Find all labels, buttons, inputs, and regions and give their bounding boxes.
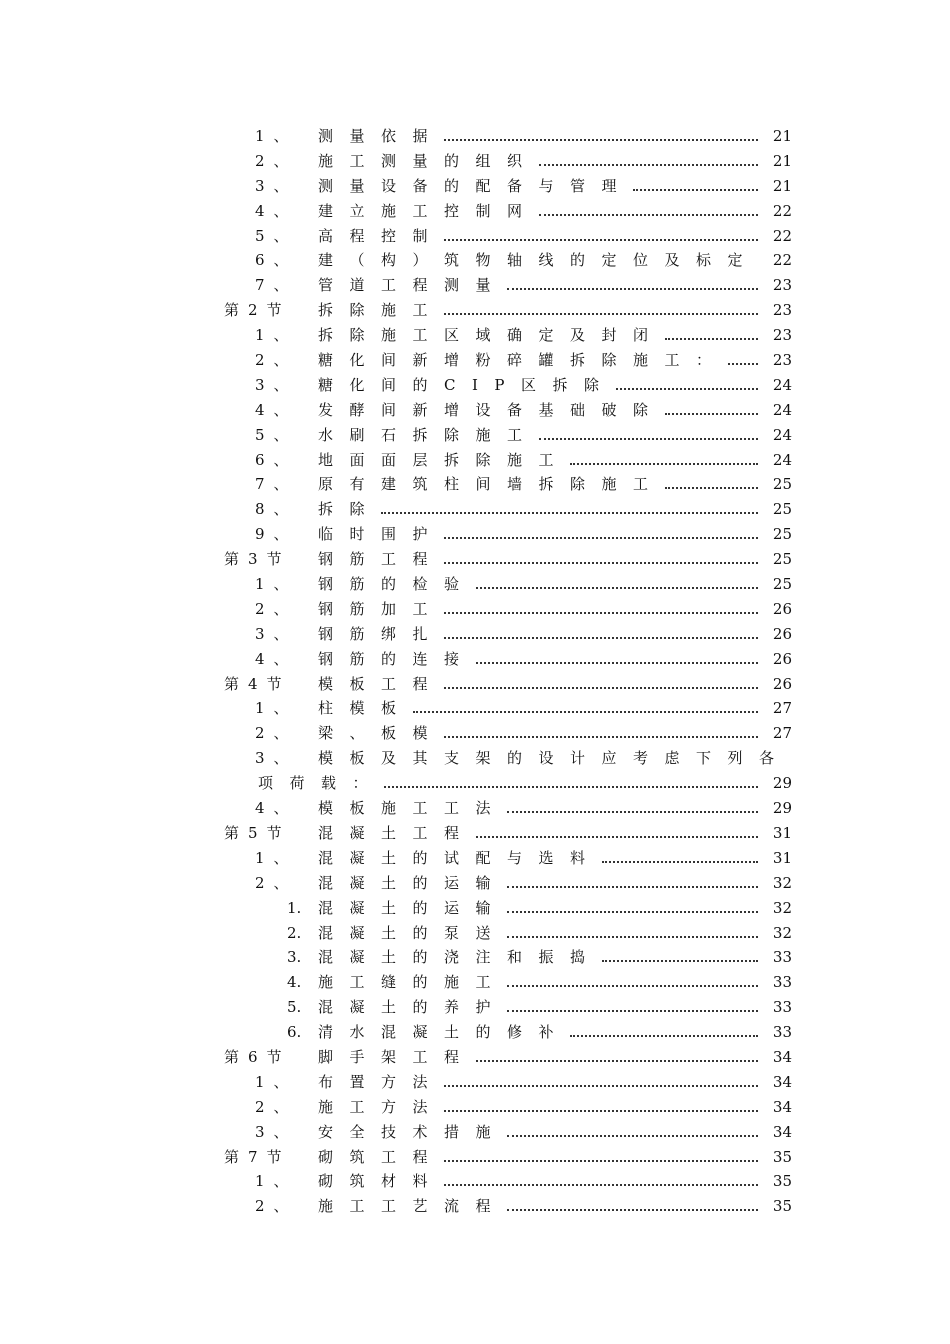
toc-entry-number: 第3节 (224, 550, 291, 569)
toc-entry-title: 脚手架工程 (318, 1047, 476, 1066)
toc-entry-title: 混凝土的浇注和振捣 (318, 948, 602, 967)
toc-entry[interactable] (0, 672, 950, 697)
toc-leader-dots (539, 438, 758, 440)
toc-entry-title: 糖化间新增粉碎罐拆除施工： (318, 351, 728, 370)
toc-entry-number: 6、 (255, 251, 298, 270)
toc-entry-page: 26 (772, 599, 792, 618)
toc-leader-dots (616, 388, 758, 390)
toc-entry-page: 23 (772, 301, 792, 320)
toc-entry-number: 4、 (255, 201, 298, 220)
toc-entry-page: 23 (772, 276, 792, 295)
toc-leader-dots (539, 214, 758, 216)
toc-entry-title: 水刷石拆除施工 (318, 425, 539, 444)
toc-entry-number: 2、 (255, 1097, 298, 1116)
toc-entry-title: 项荷载： (258, 774, 385, 793)
toc-leader-dots (507, 886, 758, 888)
toc-entry-title: 施工测量的组织 (318, 151, 539, 170)
toc-entry[interactable] (0, 547, 950, 572)
toc-entry-number: 2、 (255, 1197, 298, 1216)
toc-entry-number: 1、 (255, 127, 298, 145)
toc-entry[interactable] (0, 1194, 950, 1219)
toc-leader-dots (507, 1010, 758, 1012)
toc-entry-number: 2、 (255, 151, 298, 170)
toc-entry-number: 3、 (255, 375, 298, 394)
toc-entry-number: 2、 (255, 724, 298, 743)
toc-entry-page: 23 (772, 351, 792, 370)
toc-leader-dots (444, 1184, 758, 1186)
toc-leader-dots (476, 836, 758, 838)
toc-leader-dots (444, 313, 758, 315)
toc-entry-title: 拆除 (318, 500, 382, 519)
toc-entry-page: 35 (772, 1147, 792, 1166)
toc-entry[interactable] (0, 597, 950, 622)
toc-entry[interactable] (0, 1095, 950, 1120)
toc-entry-page: 31 (772, 823, 792, 842)
toc-entry-title: 施工方法 (318, 1097, 445, 1116)
toc-entry[interactable] (0, 348, 950, 373)
toc-entry-page: 33 (772, 998, 792, 1017)
toc-leader-dots (507, 936, 758, 938)
toc-leader-dots (570, 463, 758, 465)
toc-entry[interactable] (0, 746, 950, 771)
toc-entry-page: 24 (772, 375, 792, 394)
toc-entry[interactable] (0, 871, 950, 896)
toc-entry-page: 22 (772, 201, 792, 220)
toc-entry[interactable] (0, 1145, 950, 1170)
toc-entry-page: 26 (772, 624, 792, 643)
toc-entry[interactable] (0, 497, 950, 522)
toc-entry[interactable] (0, 248, 950, 273)
toc-entry-number: 6. (287, 1023, 302, 1042)
toc-entry-title: 钢筋的连接 (318, 649, 476, 668)
toc-entry[interactable] (0, 622, 950, 647)
toc-entry-page: 21 (772, 151, 792, 170)
toc-entry-title: 钢筋的检验 (318, 575, 476, 594)
toc-leader-dots (570, 1035, 758, 1037)
toc-entry-title: 布置方法 (318, 1072, 445, 1091)
toc-leader-dots (413, 711, 758, 713)
toc-entry-page: 27 (772, 724, 792, 743)
toc-entry[interactable] (0, 970, 950, 995)
toc-leader-dots (507, 288, 758, 290)
toc-entry-page: 27 (772, 699, 792, 718)
toc-entry[interactable] (0, 921, 950, 946)
toc-entry-number: 2、 (255, 599, 298, 618)
toc-entry-number: 4、 (255, 400, 298, 419)
toc-leader-dots (444, 637, 758, 639)
toc-entry[interactable] (0, 1169, 950, 1194)
toc-leader-dots (665, 487, 758, 489)
toc-entry-title: 柱模板 (318, 699, 413, 718)
toc-entry[interactable] (0, 1045, 950, 1070)
toc-entry[interactable] (0, 771, 950, 796)
toc-entry-number: 1. (287, 898, 302, 917)
toc-leader-dots (507, 985, 758, 987)
toc-entry[interactable] (0, 821, 950, 846)
toc-entry-number: 3、 (255, 749, 298, 768)
toc-leader-dots (507, 911, 758, 913)
toc-leader-dots (444, 562, 758, 564)
toc-leader-dots (665, 338, 758, 340)
toc-entry[interactable] (0, 298, 950, 323)
toc-entry[interactable] (0, 796, 950, 821)
toc-entry-title: 建立施工控制网 (318, 201, 539, 220)
toc-entry[interactable] (0, 1020, 950, 1045)
toc-entry-title: 拆除施工 (318, 301, 445, 320)
toc-leader-dots (444, 1085, 758, 1087)
toc-entry-number: 1、 (255, 1072, 298, 1091)
toc-leader-dots (444, 239, 758, 241)
toc-leader-dots (444, 687, 758, 689)
toc-entry-title: 清水混凝土的修补 (318, 1023, 571, 1042)
toc-entry-page: 32 (772, 898, 792, 917)
toc-entry-page: 33 (772, 973, 792, 992)
toc-entry-page: 34 (772, 1097, 792, 1116)
toc-entry-page: 21 (772, 127, 792, 145)
toc-entry-page: 33 (772, 948, 792, 967)
toc-entry-title: 建（构）筑物轴线的定位及标定 (318, 251, 760, 270)
table-of-contents (0, 124, 950, 1219)
toc-entry-title: 砌筑工程 (318, 1147, 445, 1166)
toc-leader-dots (602, 960, 758, 962)
toc-entry-number: 3、 (255, 176, 298, 195)
toc-leader-dots (602, 861, 758, 863)
toc-entry-title: 临时围护 (318, 525, 445, 544)
toc-entry-number: 第2节 (224, 301, 291, 320)
toc-entry-title: 混凝土的养护 (318, 998, 508, 1017)
toc-entry-number: 8、 (255, 500, 298, 519)
toc-leader-dots (444, 1110, 758, 1112)
toc-entry-title: 发酵间新增设备基础破除 (318, 400, 665, 419)
toc-entry-number: 3. (287, 948, 302, 967)
toc-leader-dots (476, 662, 758, 664)
toc-entry-page: 26 (772, 649, 792, 668)
toc-entry-number: 3、 (255, 624, 298, 643)
toc-entry-title: 模板施工工法 (318, 799, 508, 818)
toc-entry[interactable] (0, 945, 950, 970)
toc-entry-page: 25 (772, 525, 792, 544)
toc-entry[interactable] (0, 323, 950, 348)
toc-leader-dots (444, 537, 758, 539)
toc-entry-page: 25 (772, 500, 792, 519)
toc-entry-title: 安全技术措施 (318, 1122, 508, 1141)
toc-entry-title: 高程控制 (318, 226, 445, 245)
toc-entry[interactable] (0, 572, 950, 597)
toc-entry-number: 第5节 (224, 823, 291, 842)
toc-entry-title: 混凝土工程 (318, 823, 476, 842)
toc-entry-number: 2、 (255, 873, 298, 892)
toc-leader-dots (507, 1209, 758, 1211)
toc-entry-page: 25 (772, 475, 792, 494)
toc-entry-title: 拆除施工区域确定及封闭 (318, 326, 665, 345)
toc-entry[interactable] (0, 896, 950, 921)
toc-entry-number: 1、 (255, 326, 298, 345)
toc-entry-page: 24 (772, 400, 792, 419)
toc-entry-page: 24 (772, 450, 792, 469)
toc-entry-number: 7、 (255, 475, 298, 494)
toc-leader-dots (444, 612, 758, 614)
toc-entry-title: 糖化间的CIP区拆除 (318, 375, 616, 394)
toc-entry[interactable] (0, 647, 950, 672)
toc-entry-number: 2、 (255, 351, 298, 370)
toc-entry-title: 混凝土的试配与选料 (318, 848, 602, 867)
toc-entry-title: 钢筋绑扎 (318, 624, 445, 643)
toc-entry[interactable] (0, 398, 950, 423)
toc-entry-title: 混凝土的运输 (318, 873, 508, 892)
toc-entry-page: 34 (772, 1047, 792, 1066)
toc-entry-page: 31 (772, 848, 792, 867)
toc-entry-title: 地面面层拆除施工 (318, 450, 571, 469)
toc-entry-page: 25 (772, 575, 792, 594)
toc-leader-dots (444, 139, 758, 141)
toc-leader-dots (476, 587, 758, 589)
toc-entry-number: 5、 (255, 226, 298, 245)
toc-entry-title: 测量设备的配备与管理 (318, 176, 634, 195)
toc-entry[interactable] (0, 124, 950, 149)
toc-entry-number: 第6节 (224, 1047, 291, 1066)
toc-entry-title: 钢筋加工 (318, 599, 445, 618)
toc-entry[interactable] (0, 721, 950, 746)
toc-entry-title: 施工工艺流程 (318, 1197, 508, 1216)
toc-entry[interactable] (0, 1070, 950, 1095)
toc-entry-title: 梁、板模 (318, 724, 445, 743)
toc-entry-title: 砌筑材料 (318, 1172, 445, 1191)
toc-entry[interactable] (0, 448, 950, 473)
toc-entry-page: 32 (772, 923, 792, 942)
toc-entry-number: 5、 (255, 425, 298, 444)
toc-leader-dots (507, 811, 758, 813)
toc-entry-number: 6、 (255, 450, 298, 469)
toc-entry-number: 5. (287, 998, 302, 1017)
toc-leader-dots (444, 1160, 758, 1162)
toc-entry-number: 第4节 (224, 674, 291, 693)
toc-leader-dots (444, 736, 758, 738)
toc-leader-dots (384, 786, 758, 788)
toc-entry-page: 35 (772, 1172, 792, 1191)
toc-leader-dots (381, 512, 758, 514)
toc-entry-title: 施工缝的施工 (318, 973, 508, 992)
toc-entry-title: 混凝土的泵送 (318, 923, 508, 942)
toc-entry-page: 24 (772, 425, 792, 444)
toc-entry-page: 34 (772, 1072, 792, 1091)
toc-entry-number: 1、 (255, 575, 298, 594)
toc-entry-title: 管道工程测量 (318, 276, 508, 295)
toc-entry-number: 4、 (255, 649, 298, 668)
toc-entry-page: 23 (772, 326, 792, 345)
toc-entry-number: 7、 (255, 276, 298, 295)
toc-entry-number: 9、 (255, 525, 298, 544)
toc-entry-title: 钢筋工程 (318, 550, 445, 569)
toc-entry-page: 29 (772, 774, 792, 793)
toc-entry-number: 1、 (255, 1172, 298, 1191)
toc-entry[interactable] (0, 1120, 950, 1145)
toc-entry-number: 4、 (255, 799, 298, 818)
toc-entry[interactable] (0, 174, 950, 199)
toc-entry[interactable] (0, 472, 950, 497)
toc-entry-page: 34 (772, 1122, 792, 1141)
toc-entry[interactable] (0, 423, 950, 448)
toc-entry-page: 22 (772, 226, 792, 245)
toc-entry-number: 2. (287, 923, 302, 942)
toc-entry[interactable] (0, 224, 950, 249)
toc-leader-dots (476, 1060, 758, 1062)
toc-leader-dots (539, 164, 758, 166)
toc-entry-page: 21 (772, 176, 792, 195)
toc-entry-title: 测量依据 (318, 127, 445, 145)
toc-entry[interactable] (0, 995, 950, 1020)
toc-entry-number: 3、 (255, 1122, 298, 1141)
toc-entry-title: 模板及其支架的设计应考虑下列各 (318, 749, 791, 768)
toc-entry-title: 混凝土的运输 (318, 898, 508, 917)
toc-leader-dots (665, 413, 758, 415)
toc-entry-title: 原有建筑柱间墙拆除施工 (318, 475, 665, 494)
toc-entry[interactable] (0, 373, 950, 398)
toc-entry[interactable] (0, 522, 950, 547)
toc-entry[interactable] (0, 149, 950, 174)
toc-entry-page: 33 (772, 1023, 792, 1042)
toc-entry-number: 4. (287, 973, 302, 992)
toc-entry[interactable] (0, 846, 950, 871)
toc-entry-number: 1、 (255, 848, 298, 867)
toc-entry-page: 25 (772, 550, 792, 569)
toc-entry[interactable] (0, 273, 950, 298)
toc-leader-dots (507, 1135, 758, 1137)
toc-entry-page: 22 (772, 251, 792, 270)
toc-leader-dots (728, 363, 758, 365)
toc-leader-dots (633, 189, 758, 191)
toc-entry-page: 26 (772, 674, 792, 693)
toc-entry-number: 第7节 (224, 1147, 291, 1166)
toc-entry[interactable] (0, 696, 950, 721)
toc-entry[interactable] (0, 199, 950, 224)
toc-entry-page: 32 (772, 873, 792, 892)
toc-entry-number: 1、 (255, 699, 298, 718)
toc-entry-title: 模板工程 (318, 674, 445, 693)
toc-entry-page: 35 (772, 1197, 792, 1216)
toc-entry-page: 29 (772, 799, 792, 818)
